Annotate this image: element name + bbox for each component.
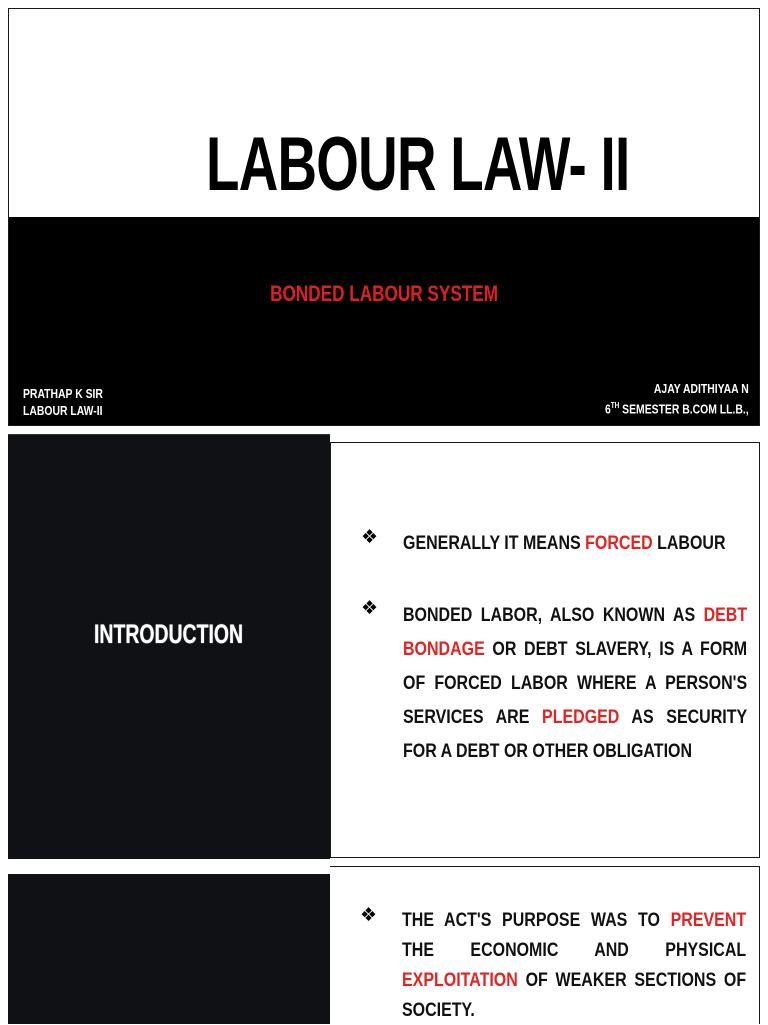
highlight-text: PLEDGED <box>542 706 620 728</box>
teacher-info <box>23 385 123 419</box>
act-content-panel <box>330 866 760 1024</box>
bullet-text <box>403 527 747 559</box>
highlight-text: PREVENT <box>670 909 747 931</box>
slide-subtitle <box>9 283 759 305</box>
semester-number: 6 <box>605 401 612 417</box>
highlight-text: FORCED <box>585 532 653 554</box>
slide-title: LABOUR LAW- II <box>206 122 630 207</box>
bullet-text <box>402 905 746 1025</box>
text-run: THE ECONOMIC AND PHYSICAL <box>402 939 747 961</box>
intro-bullet-list <box>361 526 748 768</box>
semester-rest: SEMESTER B.COM LL.B., <box>619 401 749 417</box>
subtitle-text: BONDED LABOUR SYSTEM <box>270 281 498 306</box>
teacher-name: PRATHAP K SIR <box>23 386 103 401</box>
act-bullet-list <box>360 904 747 1025</box>
act-dark-panel <box>8 874 330 1024</box>
text-run: THE ACT'S PURPOSE WAS TO <box>402 909 671 931</box>
highlight-text: DEBT BONDAGE <box>403 604 748 660</box>
student-info <box>569 380 749 417</box>
diamond-bullet-icon: ❖ <box>360 904 378 926</box>
student-semester <box>605 397 749 417</box>
list-item <box>361 598 747 768</box>
text-run: LABOUR <box>652 532 726 554</box>
list-item <box>360 905 746 1025</box>
list-item <box>361 527 747 559</box>
intro-dark-panel <box>8 434 330 859</box>
intro-heading: INTRODUCTION <box>94 619 244 649</box>
text-run: OR DEBT SLAVERY, IS A FORM OF FORCED LABOR WHERE A PERSON'S SERVICES ARE <box>403 638 748 728</box>
diamond-bullet-icon: ❖ <box>361 526 379 548</box>
text-run: BONDED LABOR, ALSO KNOWN AS <box>403 604 704 626</box>
text-run: OF WEAKER SECTIONS OF SOCIETY. <box>402 969 747 1021</box>
diamond-bullet-icon: ❖ <box>361 597 379 619</box>
bullet-text <box>403 598 747 768</box>
introduction-slide <box>8 434 760 858</box>
semester-suffix: TH <box>611 401 620 410</box>
student-name: AJAY ADITHIYAA N <box>654 381 749 396</box>
title-black-band <box>9 217 759 426</box>
act-purpose-slide <box>8 866 760 1024</box>
intro-content-panel <box>330 442 760 858</box>
highlight-text: EXPLOITATION <box>402 969 518 991</box>
title-slide <box>8 8 760 426</box>
text-run: AS SECURITY FOR A DEBT OR OTHER OBLIGATION <box>403 706 748 762</box>
text-run: GENERALLY IT MEANS <box>403 532 586 554</box>
course-name: LABOUR LAW-II <box>23 403 103 418</box>
